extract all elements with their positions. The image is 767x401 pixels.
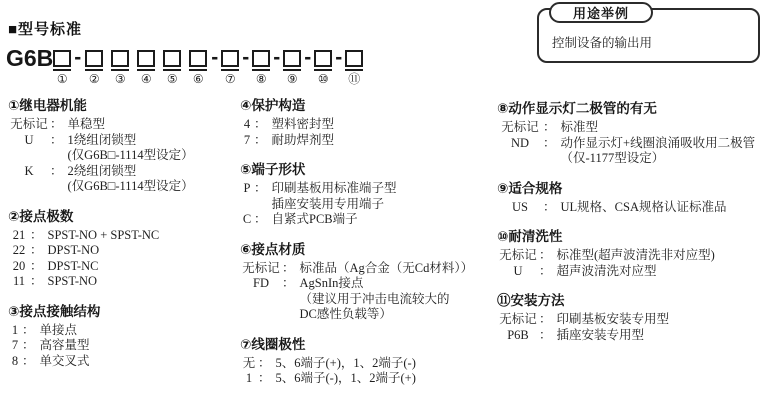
spec-item — [497, 312, 765, 328]
spec-item — [497, 120, 765, 136]
spec-separator: ： — [543, 135, 556, 150]
section-contact-material — [240, 241, 496, 323]
spec-code: C — [242, 212, 252, 226]
spec-separator: ： — [30, 243, 43, 257]
spec-item — [240, 261, 496, 277]
spec-item — [497, 328, 765, 344]
column-left — [8, 97, 236, 382]
spec-item — [497, 200, 765, 216]
spec-item — [497, 136, 765, 167]
model-box-number: ③ — [114, 72, 126, 86]
spec-line: 标准型(超声波清洗非对应型) — [556, 248, 715, 262]
spec-item — [8, 133, 236, 164]
section-relay-function — [8, 97, 236, 195]
spec-code: U — [513, 263, 523, 278]
model-box-underline — [163, 69, 181, 71]
model-box-6 — [189, 50, 207, 85]
spec-item — [240, 133, 496, 149]
spec-separator: ： — [539, 327, 552, 342]
model-box-underline — [221, 69, 239, 71]
spec-code: U — [24, 132, 34, 147]
spec-line: 耐助焊剂型 — [271, 132, 335, 147]
section-title: ①继电器机能 — [8, 98, 87, 113]
spec-code: 无标记 — [242, 260, 280, 275]
spec-line: SPST-NO — [47, 274, 98, 288]
spec-note: （建议用于冲击电流较大的 — [299, 291, 450, 306]
spec-line: DPST-NO — [47, 243, 100, 257]
usage-example-box — [537, 8, 760, 63]
spec-line: 高容量型 — [39, 338, 90, 352]
spec-code: 21 — [12, 227, 26, 242]
spec-line: SPST-NO + SPST-NC — [47, 227, 160, 242]
spec-code: 无 — [242, 355, 256, 370]
model-prefix: G6B — [6, 45, 54, 71]
spec-code: K — [24, 163, 34, 178]
spec-code: 无标记 — [499, 248, 537, 262]
model-dash: - — [304, 46, 312, 69]
section-title: ⑨适合规格 — [497, 180, 563, 196]
spec-line: 超声波清洗对应型 — [556, 263, 657, 278]
section-title: ⑩耐清洗性 — [497, 229, 563, 244]
section-title: ⑤端子形状 — [240, 162, 306, 177]
model-box-2 — [85, 50, 103, 85]
spec-item — [8, 117, 236, 133]
spec-line: 单交叉式 — [39, 353, 90, 368]
section-cleaning-resistance — [497, 228, 765, 279]
section-coil-polarity — [240, 336, 496, 387]
usage-example-content: 控制设备的输出用 — [552, 36, 653, 50]
model-box-7 — [221, 50, 239, 85]
model-box-square — [345, 50, 363, 67]
spec-separator: ： — [539, 263, 552, 278]
spec-code: 7 — [243, 132, 251, 147]
spec-item — [240, 212, 496, 228]
spec-separator: ： — [30, 258, 43, 273]
model-box-underline — [111, 69, 129, 71]
spec-separator: ： — [50, 132, 63, 147]
spec-code: 11 — [12, 274, 26, 288]
spec-separator: ： — [22, 353, 35, 368]
spec-separator: ： — [22, 322, 35, 337]
model-box-number: ④ — [140, 72, 152, 86]
spec-item — [8, 354, 236, 370]
spec-line: DPST-NC — [47, 258, 99, 273]
spec-code: 1 — [11, 322, 19, 337]
spec-separator: ： — [258, 355, 271, 370]
spec-item — [8, 228, 236, 244]
model-box-square — [53, 50, 71, 67]
spec-line: 5、6端子(+)，1、2端子(-) — [275, 355, 416, 370]
spec-line: 单接点 — [39, 322, 78, 337]
model-box-8 — [252, 50, 270, 85]
spec-line: UL规格、CSA规格认证标准品 — [560, 199, 727, 214]
spec-item — [8, 338, 236, 354]
spec-code: 无标记 — [501, 120, 539, 134]
section-title: ⑧动作显示灯二极管的有无 — [497, 101, 657, 116]
spec-separator: ： — [539, 312, 552, 326]
model-box-square — [252, 50, 270, 67]
model-box-underline — [252, 69, 270, 71]
spec-item — [240, 181, 496, 212]
spec-line: 单稳型 — [67, 117, 106, 131]
spec-line: 标准品（Ag合金（无Cd材料）） — [299, 260, 474, 275]
usage-example-title: 用途举例 — [549, 2, 653, 23]
model-box-number: ⑧ — [255, 72, 267, 86]
model-number-diagram — [6, 45, 363, 86]
model-box-underline — [314, 69, 332, 71]
spec-line: 5、6端子(-)，1、2端子(+) — [275, 371, 416, 385]
model-box-square — [189, 50, 207, 67]
spec-separator: ： — [282, 260, 295, 275]
section-title: ③接点接触结构 — [8, 303, 101, 319]
section-title: ⑥接点材质 — [240, 241, 306, 257]
section-standards — [497, 180, 765, 216]
spec-separator: ： — [254, 132, 267, 147]
spec-line: 自紧式PCB端子 — [271, 212, 358, 226]
section-title: ④保护构造 — [240, 98, 306, 113]
model-box-4 — [137, 50, 155, 85]
model-box-underline — [283, 69, 301, 71]
model-box-square — [314, 50, 332, 67]
spec-item — [8, 323, 236, 339]
model-box-1 — [53, 50, 71, 85]
model-box-3 — [111, 50, 129, 85]
spec-line: 塑料密封型 — [271, 117, 335, 131]
model-box-10 — [314, 50, 332, 85]
spec-separator: ： — [254, 181, 267, 195]
spec-item — [240, 371, 496, 387]
spec-note: DC感性负载等） — [299, 307, 392, 321]
model-box-square — [221, 50, 239, 67]
column-right — [497, 100, 765, 356]
spec-separator: ： — [30, 274, 43, 288]
model-box-underline — [53, 69, 71, 71]
section-terminal-shape — [240, 161, 496, 228]
spec-line: 插座安装专用型 — [556, 327, 645, 342]
spec-separator: ： — [539, 248, 552, 262]
spec-code: 22 — [12, 243, 26, 257]
spec-separator: ： — [22, 338, 35, 352]
model-box-square — [283, 50, 301, 67]
section-title: ⑦线圈极性 — [240, 336, 306, 352]
model-box-5 — [163, 50, 181, 85]
spec-code: 20 — [12, 258, 26, 273]
model-box-number: ⑪ — [348, 72, 361, 86]
model-box-square — [85, 50, 103, 67]
model-box-square — [111, 50, 129, 67]
model-box-number: ② — [88, 72, 100, 86]
spec-line: AgSnIn接点 — [299, 276, 364, 290]
spec-separator: ： — [543, 199, 556, 214]
model-box-group — [85, 49, 207, 85]
model-dash: - — [335, 46, 343, 69]
spec-line: 印刷基板用标准端子型 — [271, 181, 397, 195]
spec-line: 标准型 — [560, 120, 599, 134]
spec-item — [240, 117, 496, 133]
spec-code: P — [243, 181, 251, 195]
spec-separator: ： — [30, 227, 43, 242]
model-dash: - — [211, 46, 219, 69]
spec-separator: ： — [50, 117, 63, 131]
section-indicator-diode — [497, 100, 765, 167]
model-box-number: ① — [56, 72, 68, 86]
model-box-number: ⑨ — [286, 72, 298, 86]
spec-item — [8, 259, 236, 275]
spec-item — [8, 243, 236, 259]
spec-separator: ： — [543, 120, 556, 134]
section-protective-structure — [240, 97, 496, 148]
spec-separator: ： — [254, 212, 267, 226]
spec-code: 7 — [11, 338, 19, 352]
spec-note: (仅G6B□-1114型设定） — [67, 148, 194, 162]
model-dash: - — [242, 46, 250, 69]
spec-item — [8, 274, 236, 290]
spec-code: 8 — [11, 353, 19, 368]
spec-code: US — [512, 199, 528, 214]
spec-code: 无标记 — [10, 117, 48, 131]
spec-line: 2绕组闭锁型 — [67, 163, 137, 178]
model-box-underline — [137, 69, 155, 71]
spec-code: P6B — [507, 327, 529, 342]
spec-item — [497, 248, 765, 264]
section-title: ②接点极数 — [8, 208, 74, 224]
spec-code: FD — [253, 276, 269, 290]
column-middle — [240, 97, 496, 400]
section-contact-poles — [8, 208, 236, 290]
spec-separator: ： — [258, 371, 271, 385]
spec-note: （仅-1177型设定） — [560, 151, 665, 165]
model-box-square — [163, 50, 181, 67]
model-box-number: ⑩ — [317, 72, 329, 86]
spec-item — [240, 276, 496, 323]
spec-line: 动作显示灯+线圈浪涌吸收用二极管 — [560, 135, 756, 150]
model-dash: - — [74, 46, 82, 69]
spec-separator: ： — [254, 117, 267, 131]
spec-line: 插座安装用专用端子 — [271, 196, 385, 211]
spec-item — [497, 264, 765, 280]
model-box-11 — [345, 50, 363, 85]
spec-line: 印刷基板安装专用型 — [556, 312, 670, 326]
spec-separator: ： — [50, 163, 63, 178]
spec-separator: ： — [282, 276, 295, 290]
spec-line: 1绕组闭锁型 — [67, 132, 137, 147]
spec-code: 1 — [245, 371, 253, 385]
model-box-underline — [85, 69, 103, 71]
page-title: ■型号标准 — [8, 21, 83, 38]
spec-code: ND — [510, 135, 530, 150]
model-box-underline — [345, 69, 363, 71]
model-box-9 — [283, 50, 301, 85]
spec-note: (仅G6B□-1114型设定） — [67, 179, 194, 193]
spec-item — [240, 356, 496, 372]
model-box-underline — [189, 69, 207, 71]
spec-code: 无标记 — [499, 312, 537, 326]
model-box-square — [137, 50, 155, 67]
model-box-number: ⑤ — [166, 72, 178, 86]
section-title: ⑪安装方法 — [497, 293, 565, 308]
model-box-number: ⑥ — [192, 72, 204, 86]
model-box-number: ⑦ — [224, 72, 236, 86]
spec-item — [8, 164, 236, 195]
model-dash: - — [273, 46, 281, 69]
section-mounting-method — [497, 292, 765, 343]
section-contact-structure — [8, 303, 236, 370]
spec-code: 4 — [243, 117, 251, 131]
